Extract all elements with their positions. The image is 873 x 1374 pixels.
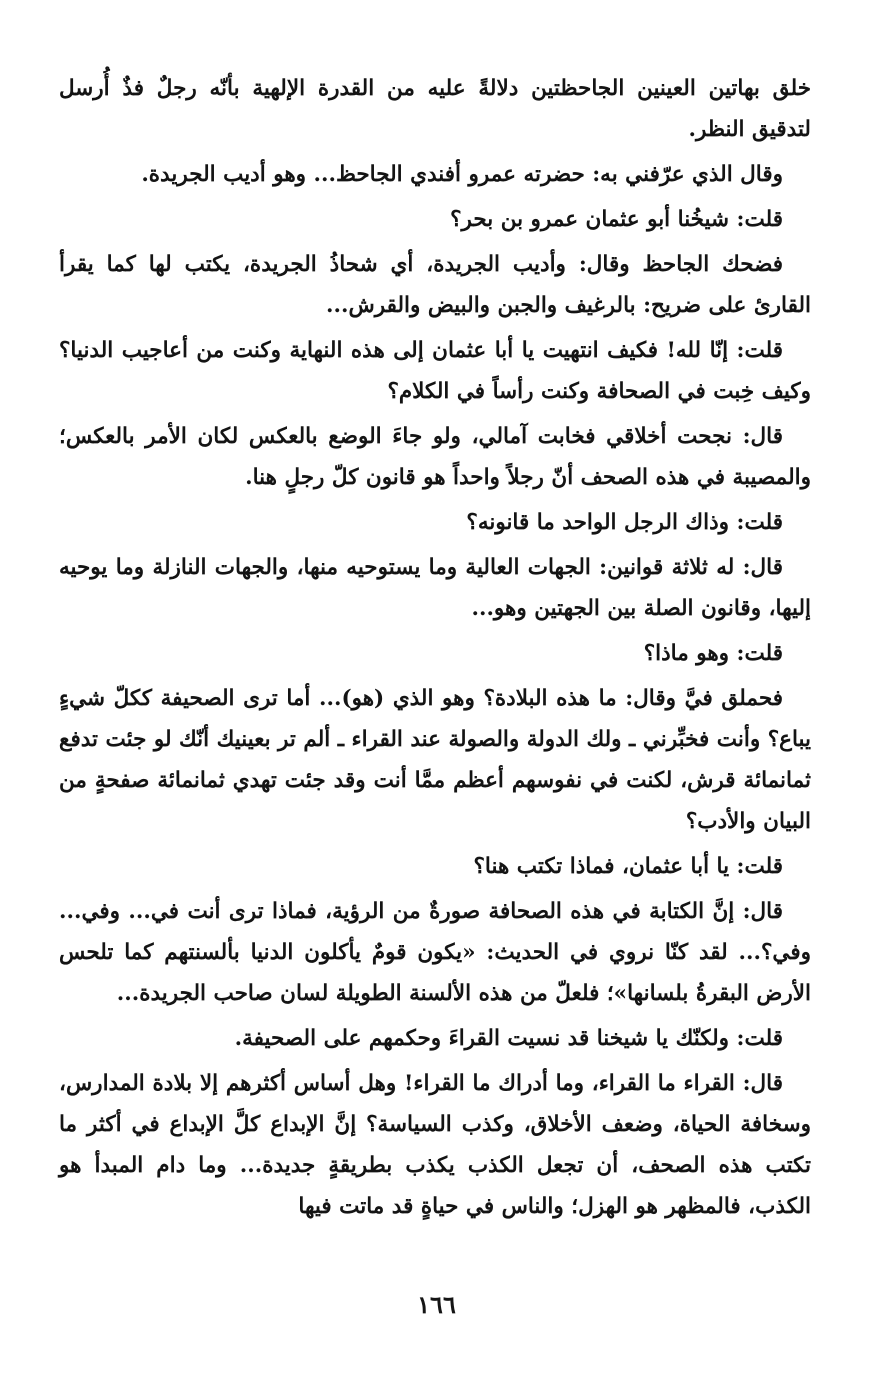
paragraph-12: قال: إنَّ الكتابة في هذه الصحافة صورةٌ من الرؤية، فماذا ترى أنت في... وفي... وفي؟... لقد كنّا نروي في الحديث: «يكون قومٌ يأكلون الدنيا بألسنتهم كما تلحس الأرض البقرةُ بلسانها»؛ فلعلّ من هذه الألسنة الطويلة لسان صاحب الجريدة... <box>59 899 811 1006</box>
paragraph-6: قال: نجحت أخلاقي فخابت آمالي، ولو جاءَ الوضع بالعكس لكان الأمر بالعكس؛ والمصيبة في هذه الصحف أنّ رجلاً واحداً هو قانون كلّ رجلٍ هنا. <box>59 424 811 490</box>
paragraph-4: فضحك الجاحظ وقال: وأديب الجريدة، أي شحاذُ الجريدة، يكتب لها كما يقرأ القارئ على ضريح: بالرغيف والجبن والبيض والقرش... <box>59 252 811 318</box>
paragraph-2: وقال الذي عرّفني به: حضرته عمرو أفندي الجاحظ... وهو أديب الجريدة. <box>141 162 783 187</box>
paragraph-14: قال: القراء ما القراء، وما أدراك ما القراء! وهل أساس أكثرهم إلا بلادة المدارس، وسخافة الحياة، وضعف الأخلاق، وكذب السياسة؟ إنَّ الإبداع كلَّ الإبداع في أكثر ما تكتب هذه الصحف، أن تجعل الكذب يكذب بطريقةٍ جديدة... وما دام المبدأ هو الكذب، فالمظهر هو الهزل؛ والناس في حياةٍ قد ماتت فيها <box>59 1071 811 1219</box>
paragraph-7: قلت: وذاك الرجل الواحد ما قانونه؟ <box>466 510 783 535</box>
paragraph-8: قال: له ثلاثة قوانين: الجهات العالية وما يستوحيه منها، والجهات النازلة وما يوحيه إليها، وقانون الصلة بين الجهتين وهو... <box>59 555 811 621</box>
paragraph-9: قلت: وهو ماذا؟ <box>643 641 783 666</box>
paragraph-1: خلق بهاتين العينين الجاحظتين دلالةً عليه من القدرة الإلهية بأنّه رجلٌ فذٌ أُرسل لتدقيق النظر. <box>59 76 811 142</box>
paragraph-10: فحملق فيَّ وقال: ما هذه البلادة؟ وهو الذي (هو)... أما ترى الصحيفة ككلّ شيءٍ يباع؟ وأنت فخبِّرني ـ ولك الدولة والصولة عند القراء ـ ألم تر بعينيك أنّك لو جئت تدفع ثمانمائة قرش، لكنت في نفوسهم أعظم ممَّا أنت وقد جئت تهدي ثمانمائة صفحةٍ من البيان والأدب؟ <box>59 686 811 834</box>
paragraph-5: قلت: إنّا لله! فكيف انتهيت يا أبا عثمان إلى هذه النهاية وكنت من أعاجيب الدنيا؟ وكيف خِبت في الصحافة وكنت رأساً في الكلام؟ <box>59 338 811 404</box>
paragraph-11: قلت: يا أبا عثمان، فماذا تكتب هنا؟ <box>473 854 783 879</box>
paragraph-3: قلت: شيخُنا أبو عثمان عمرو بن بحر؟ <box>450 207 783 232</box>
page-number: ١٦٦ <box>417 1290 456 1319</box>
body-text <box>59 68 811 1227</box>
paragraph-13: قلت: ولكنّك يا شيخنا قد نسيت القراءَ وحكمهم على الصحيفة. <box>234 1026 783 1051</box>
